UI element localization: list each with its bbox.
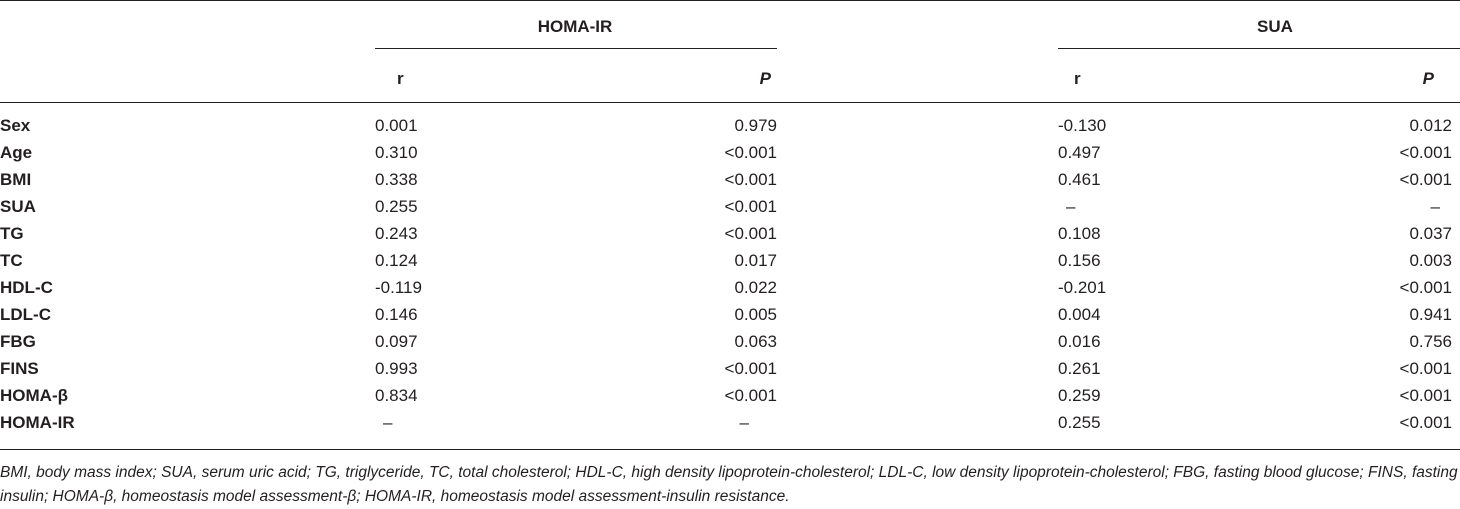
cell-homa-ir-r: 0.993 <box>375 359 418 378</box>
cell-homa-ir-r: 0.146 <box>375 305 418 324</box>
cell-sua-p: 0.012 <box>1409 116 1452 135</box>
subheader-homa-ir-p: P <box>759 69 771 88</box>
cell-homa-ir-p: <0.001 <box>724 197 777 216</box>
subheader-sua-p: P <box>1422 69 1434 88</box>
cell-sua-p: <0.001 <box>1399 386 1452 405</box>
cell-homa-ir-r: 0.310 <box>375 143 418 162</box>
cell-sua-r: 0.156 <box>1058 251 1101 270</box>
cell-sua-r: 0.259 <box>1058 386 1101 405</box>
subheader-sua-r: r <box>1074 69 1081 88</box>
cell-sua-r: 0.016 <box>1058 332 1101 351</box>
row-label: TC <box>0 251 23 270</box>
cell-homa-ir-r: – <box>383 413 393 432</box>
cell-homa-ir-p: <0.001 <box>724 143 777 162</box>
row-label: HOMA-IR <box>0 413 75 432</box>
row-label: FBG <box>0 332 36 351</box>
cell-homa-ir-r: 0.097 <box>375 332 418 351</box>
subheader-homa-ir-r: r <box>397 69 404 88</box>
cell-sua-r: 0.261 <box>1058 359 1101 378</box>
cell-homa-ir-p: 0.005 <box>734 305 777 324</box>
cell-sua-r: -0.201 <box>1058 278 1107 297</box>
cell-sua-p: 0.756 <box>1409 332 1452 351</box>
cell-homa-ir-p: – <box>739 413 749 432</box>
cell-homa-ir-p: <0.001 <box>724 386 777 405</box>
cell-sua-p: 0.941 <box>1409 305 1452 324</box>
table-bottom-rule <box>0 449 1460 450</box>
cell-sua-r: 0.255 <box>1058 413 1101 432</box>
cell-sua-p: <0.001 <box>1399 278 1452 297</box>
cell-homa-ir-r: 0.338 <box>375 170 418 189</box>
sua-group-rule <box>1058 48 1460 49</box>
cell-sua-r: -0.130 <box>1058 116 1107 135</box>
cell-sua-p: – <box>1430 197 1440 216</box>
cell-homa-ir-p: 0.022 <box>734 278 777 297</box>
row-label: BMI <box>0 170 32 189</box>
cell-sua-r: 0.461 <box>1058 170 1101 189</box>
cell-homa-ir-p: <0.001 <box>724 359 777 378</box>
cell-sua-r: – <box>1066 197 1076 216</box>
cell-homa-ir-p: <0.001 <box>724 224 777 243</box>
cell-sua-p: <0.001 <box>1399 143 1452 162</box>
cell-homa-ir-r: -0.119 <box>375 278 422 297</box>
row-label: SUA <box>0 197 36 216</box>
homa-ir-group-rule <box>375 48 777 49</box>
cell-homa-ir-r: 0.001 <box>375 116 418 135</box>
table-top-rule <box>0 0 1460 1</box>
row-label: FINS <box>0 359 39 378</box>
cell-homa-ir-r: 0.243 <box>375 224 418 243</box>
group-header-homa-ir: HOMA-IR <box>537 17 613 36</box>
table-footnote: BMI, body mass index; SUA, serum uric acid; TG, triglyceride, TC, total cholesterol; HDL-C, high density lipoprotein-cholesterol; LDL-C, low density lipoprotein-cholesterol; FBG, fasting blood glucose; FINS, fasting insulin; HOMA-β, homeostasis model assessment-β; HOMA-IR, homeostasis model assessment-insulin resistance. <box>0 464 1458 505</box>
cell-homa-ir-p: 0.017 <box>734 251 777 270</box>
cell-sua-p: <0.001 <box>1399 359 1452 378</box>
row-label: HDL-C <box>0 278 53 297</box>
cell-sua-p: <0.001 <box>1399 413 1452 432</box>
cell-sua-p: <0.001 <box>1399 170 1452 189</box>
row-label: Age <box>0 143 33 162</box>
cell-sua-p: 0.003 <box>1409 251 1452 270</box>
cell-homa-ir-r: 0.834 <box>375 386 418 405</box>
header-bottom-rule <box>0 102 1460 103</box>
cell-sua-r: 0.108 <box>1058 224 1101 243</box>
cell-homa-ir-p: 0.979 <box>734 116 777 135</box>
cell-homa-ir-p: <0.001 <box>724 170 777 189</box>
cell-homa-ir-p: 0.063 <box>734 332 777 351</box>
cell-sua-r: 0.004 <box>1058 305 1101 324</box>
cell-sua-r: 0.497 <box>1058 143 1101 162</box>
group-header-sua: SUA <box>1257 17 1293 36</box>
row-label: LDL-C <box>0 305 51 324</box>
row-label: Sex <box>0 116 31 135</box>
row-label: HOMA-β <box>0 386 68 405</box>
cell-homa-ir-r: 0.255 <box>375 197 418 216</box>
cell-homa-ir-r: 0.124 <box>375 251 418 270</box>
row-label: TG <box>0 224 24 243</box>
cell-sua-p: 0.037 <box>1409 224 1452 243</box>
